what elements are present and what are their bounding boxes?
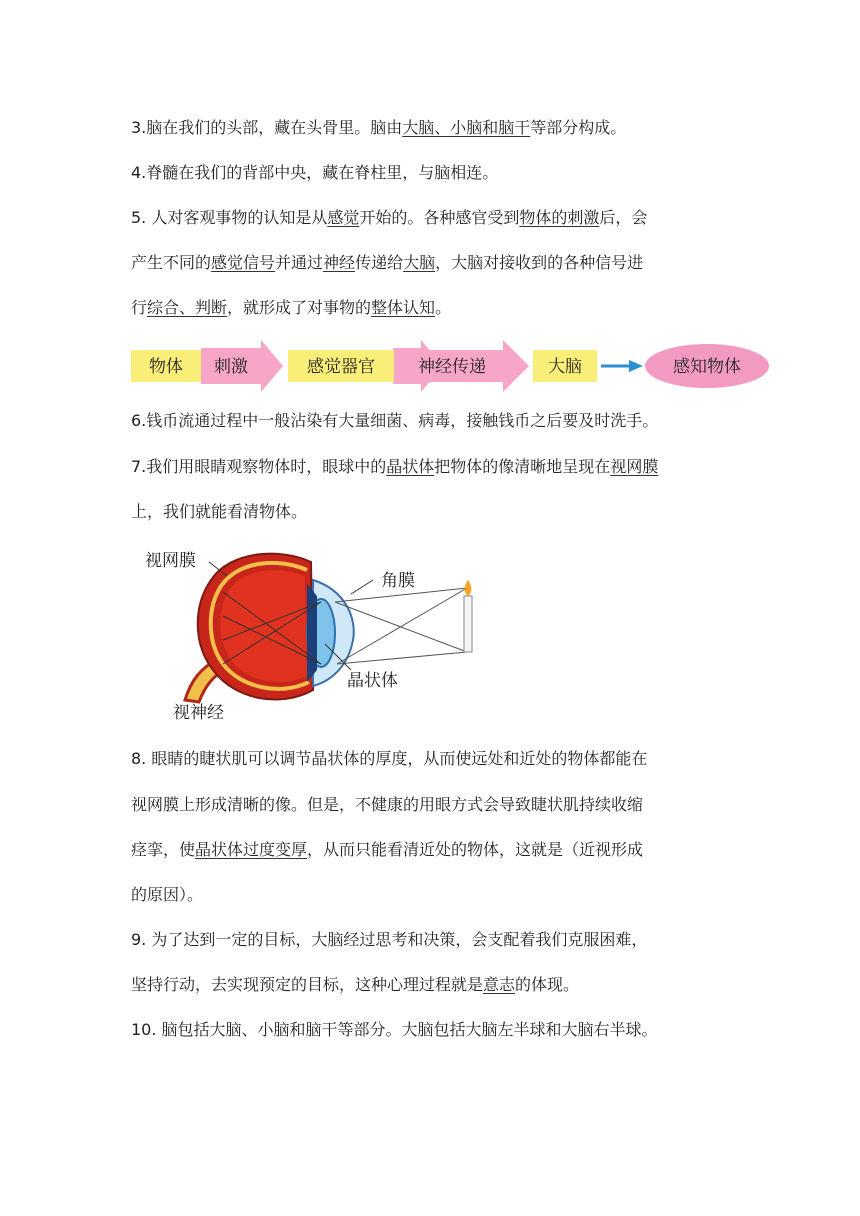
underlined-answer: 综合、判断 — [147, 298, 228, 317]
flow-label-nerve: 神经传递 — [418, 357, 486, 377]
underlined-answer: 整体认知 — [371, 298, 436, 317]
underlined-answer: 晶状体 — [386, 457, 435, 476]
label-cornea: 角膜 — [381, 571, 415, 591]
text-line-9a: 9. 为了达到一定的目标，大脑经过思考和决策，会支配着我们克服困难， — [131, 930, 648, 949]
label-retina: 视网膜 — [145, 551, 196, 571]
flow-label-sense-organ: 感觉器官 — [307, 357, 375, 377]
underlined-answer: 晶状体过度变厚 — [195, 840, 308, 859]
flow-blue-arrowhead — [629, 360, 643, 372]
flow-label-brain: 大脑 — [548, 357, 582, 377]
underlined-answer: 感觉 — [327, 208, 360, 227]
iris-shape — [307, 584, 317, 682]
cornea-leader — [351, 580, 373, 594]
underlined-answer: 意志 — [483, 975, 516, 994]
text-line-5b: 产生不同的感觉信号并通过神经传递给大脑，大脑对接收到的各种信号进 — [131, 253, 644, 272]
underlined-answer: 感觉信号 — [211, 253, 276, 272]
text-line-10: 10. 脑包括大脑、小脑和脑干等部分。大脑包括大脑左半球和大脑右半球。 — [131, 1020, 658, 1039]
text-line-3: 3.脑在我们的头部，藏在头骨里。脑由大脑、小脑和脑干等部分构成。 — [131, 118, 627, 137]
text-line-5a: 5. 人对客观事物的认知是从感觉开始的。各种感官受到物体的刺激后，会 — [131, 208, 648, 227]
light-ray — [335, 602, 467, 652]
flow-label-object: 物体 — [149, 357, 183, 377]
underlined-answer: 大脑 — [403, 253, 436, 272]
light-ray — [337, 652, 467, 664]
underlined-answer: 视网膜 — [610, 457, 659, 476]
text-line-5c: 行综合、判断，就形成了对事物的整体认知。 — [131, 298, 452, 317]
text-line-9b: 坚持行动，去实现预定的目标，这种心理过程就是意志的体现。 — [131, 975, 580, 994]
text-line-7a: 7.我们用眼睛观察物体时，眼球中的晶状体把物体的像清晰地呈现在视网膜 — [131, 457, 659, 476]
text-line-8a: 8. 眼睛的睫状肌可以调节晶状体的厚度，从而使远处和近处的物体都能在 — [131, 749, 648, 768]
underlined-answer: 神经 — [323, 253, 356, 272]
flow-label-perceive: 感知物体 — [673, 357, 741, 377]
underlined-answer: 物体的刺激 — [519, 208, 600, 227]
eye-diagram — [131, 540, 481, 722]
text-line-6: 6.钱币流通过程中一般沾染有大量细菌、病毒，接触钱币之后要及时洗手。 — [131, 411, 659, 430]
label-optic-nerve: 视神经 — [173, 703, 224, 723]
underlined-answer: 大脑、小脑和脑干 — [402, 118, 531, 137]
text-line-4: 4.脊髓在我们的背部中央，藏在脊柱里，与脑相连。 — [131, 163, 499, 182]
text-line-7b: 上，我们就能看清物体。 — [131, 502, 308, 521]
text-line-8b: 视网膜上形成清晰的像。但是，不健康的用眼方式会导致睫状肌持续收缩 — [131, 795, 644, 814]
text-line-8c: 痉挛，使晶状体过度变厚，从而只能看清近处的物体，这就是（近视形成 — [131, 840, 644, 859]
flow-label-stimulus: 刺激 — [214, 357, 248, 377]
perception-flow-diagram — [131, 340, 777, 392]
candle — [464, 596, 472, 652]
label-lens: 晶状体 — [347, 671, 398, 691]
text-line-8d: 的原因）。 — [131, 885, 204, 904]
candle-flame — [465, 580, 472, 596]
